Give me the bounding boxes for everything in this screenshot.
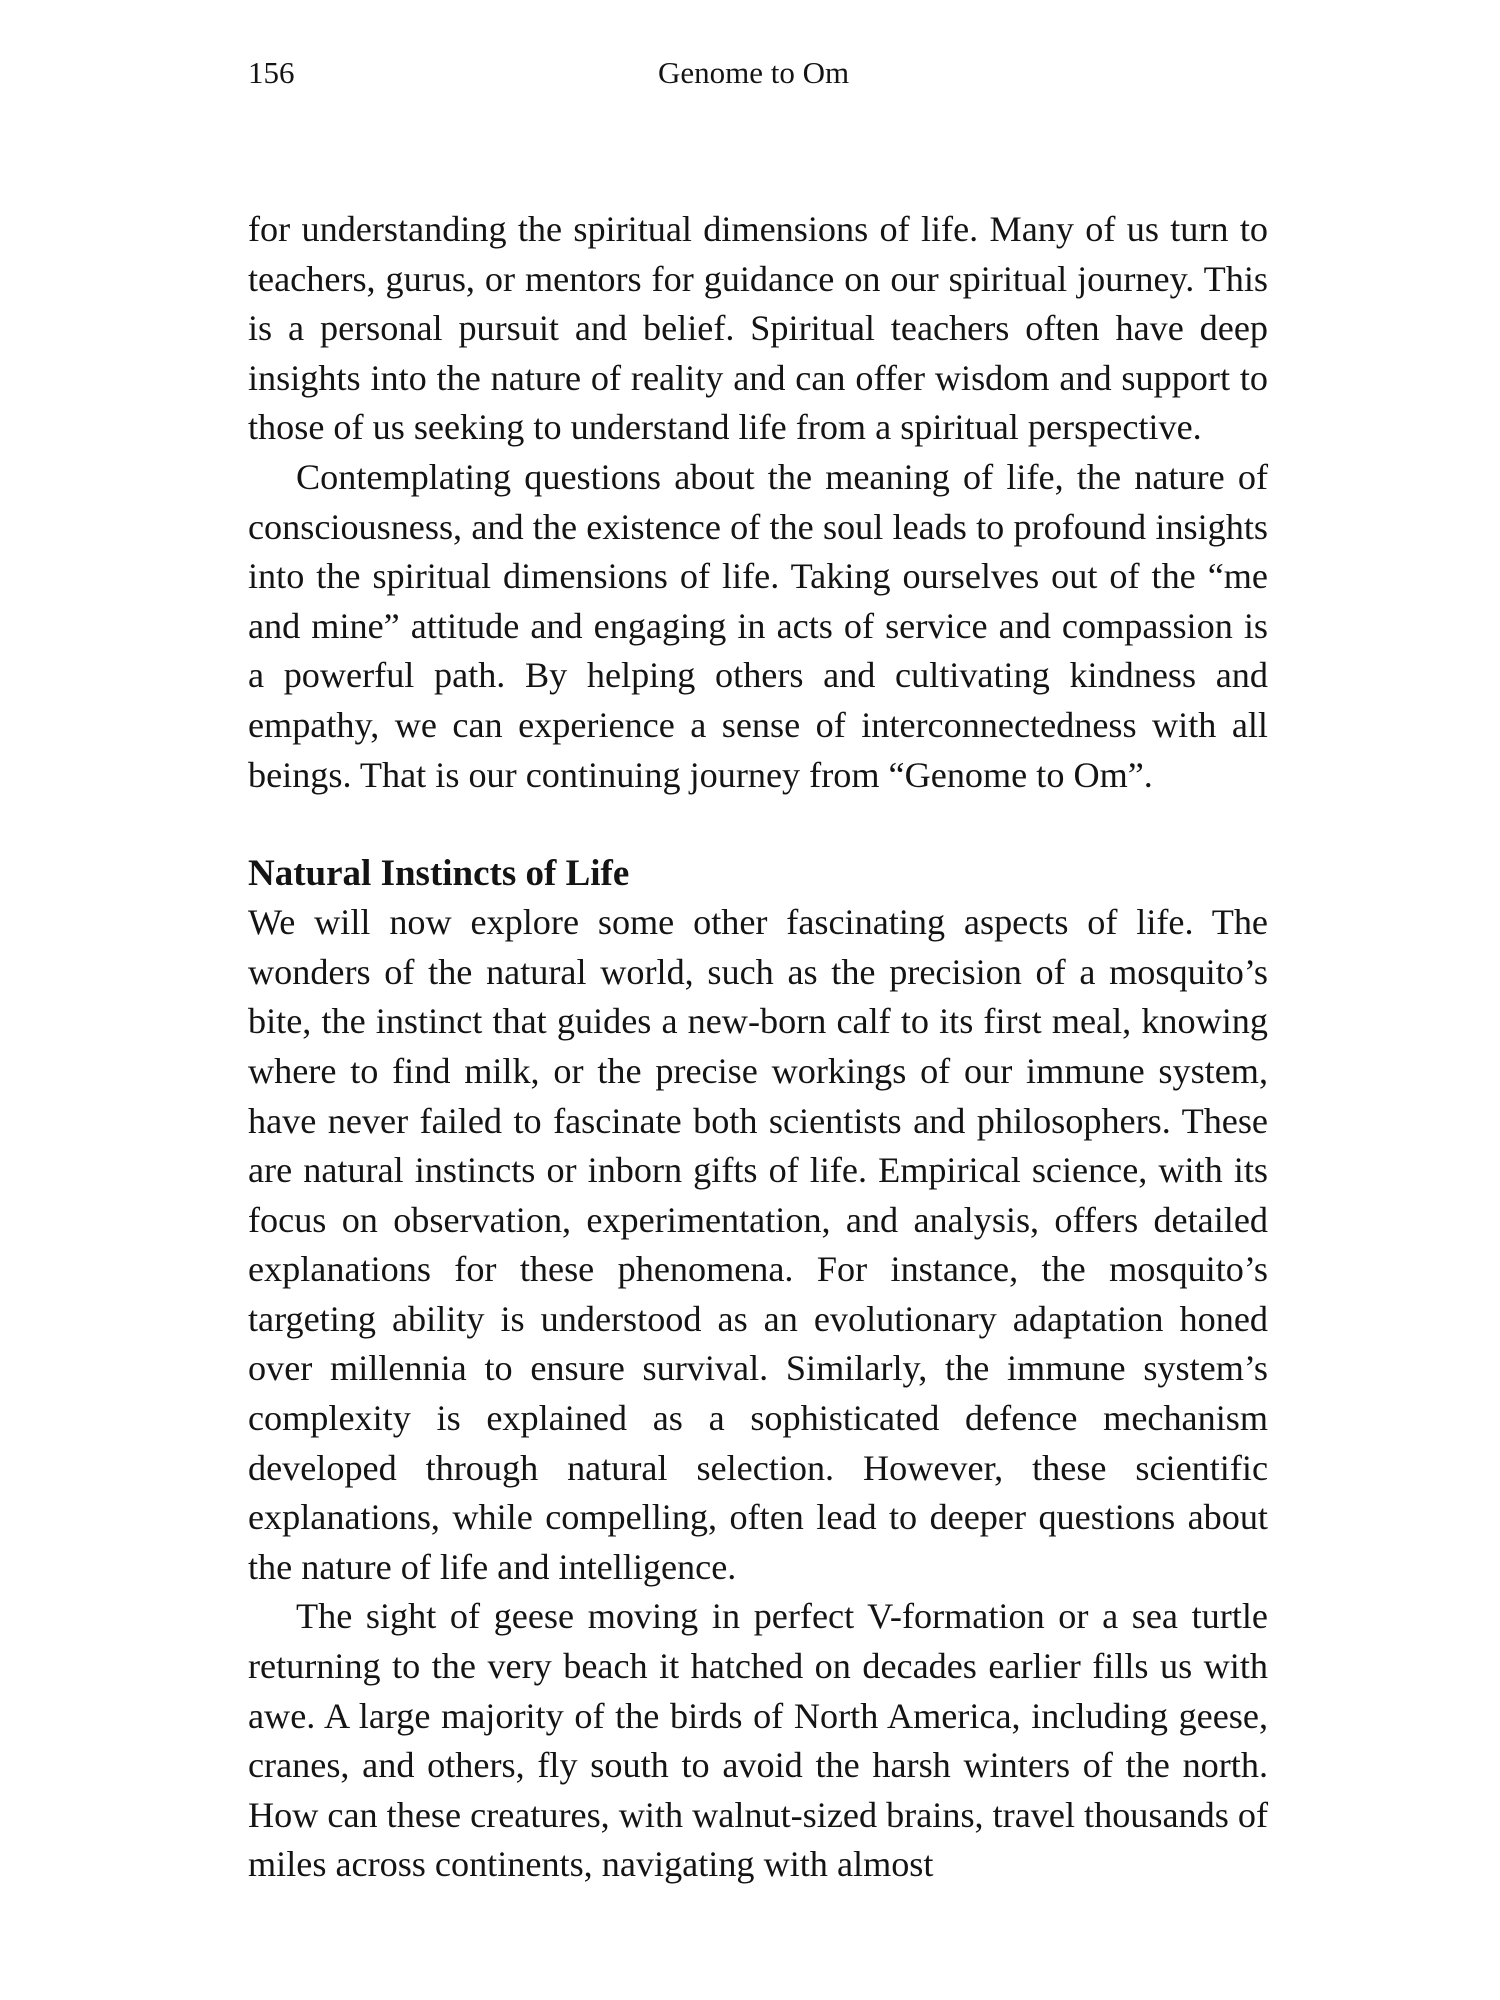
paragraph: The sight of geese moving in perfect V-formation or a sea turtle returning to the very beach it hatched on decades earlier fills us with awe. A large majority of the birds of North America, including geese, cranes, and others, fly south to avoid the harsh winters of the north. How can these creatures, with walnut-sized brains, travel thousands of miles across continents, navigating with almost bbox=[248, 1596, 1268, 1885]
section-heading: Natural Instincts of Life bbox=[248, 853, 630, 895]
page-number: 156 bbox=[248, 55, 295, 90]
book-page bbox=[248, 55, 1268, 1890]
paragraph: Contemplating questions about the meaning of life, the nature of consciousness, and the existence of the soul leads to profound insights into the spiritual dimensions of life. Taking ourselves out of the “me and mine” attitude and engaging in acts of service and compassion is a powerful path. By helping others and cultivating kindness and empathy, we can experience a sense of interconnectedness with all beings. That is our continuing journey from “Genome to Om”. bbox=[248, 456, 1268, 795]
book-title: Genome to Om bbox=[658, 55, 850, 90]
paragraph: We will now explore some other fascinating aspects of life. The wonders of the natural world, such as the precision of a mosquito’s bite, the instinct that guides a new-born calf to its first meal, knowing where to find milk, or the precise workings of our immune system, have never failed to fascinate both scientists and philosophers. These are natural instincts or inborn gifts of life. Empirical science, with its focus on observation, experimentation, and analysis, offers detailed explanations for these phenomena. For instance, the mosquito’s targeting ability is understood as an evolutionary adaptation honed over millennia to ensure survival. Similarly, the immune system’s complexity is explained as a sophisticated defence mechanism developed through natural selection. However, these scientific explanations, while compelling, often lead to deeper questions about the nature of life and intelligence. bbox=[248, 902, 1268, 1587]
running-head bbox=[248, 55, 1268, 105]
paragraph: for understanding the spiritual dimensions of life. Many of us turn to teachers, gurus, or mentors for guidance on our spiritual journey. This is a personal pursuit and belief. Spiritual teachers often have deep insights into the nature of reality and can offer wisdom and support to those of us seeking to understand life from a spiritual perspective. bbox=[248, 209, 1268, 448]
body-text bbox=[248, 205, 1268, 1890]
